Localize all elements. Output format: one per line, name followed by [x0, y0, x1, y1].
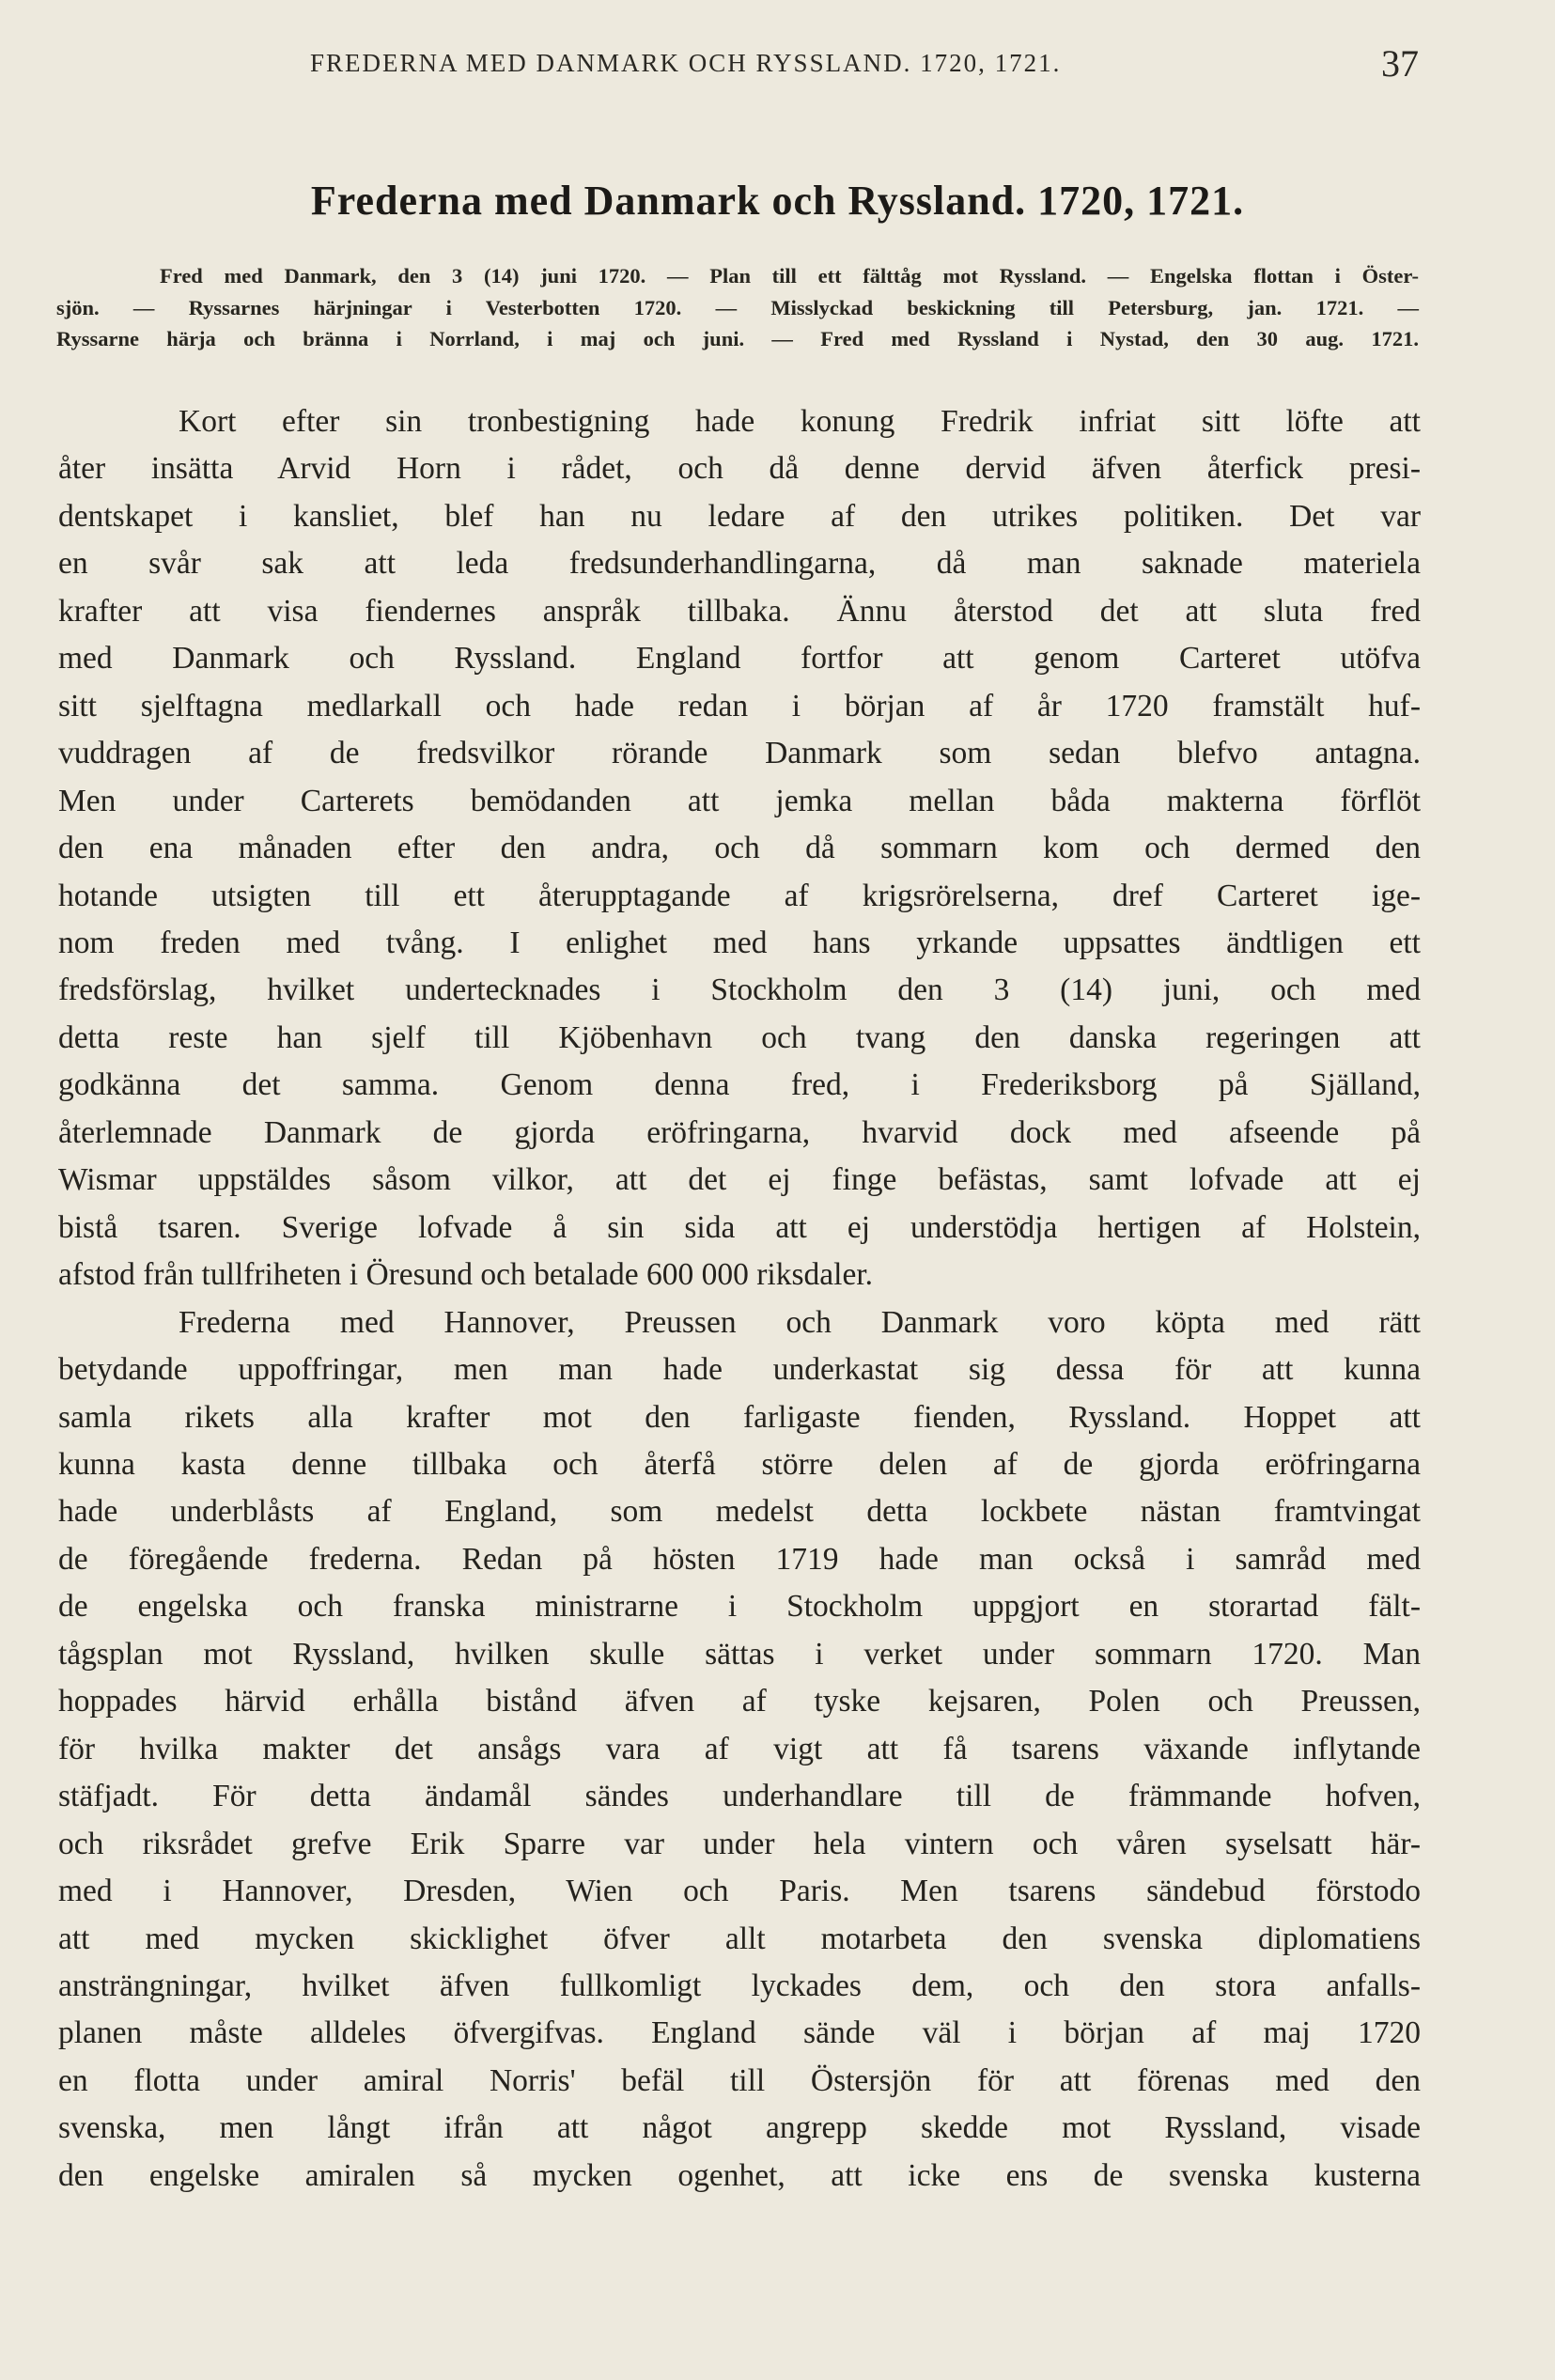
- body-line: planen måste alldeles öfvergifvas. England sände väl i början af maj 1720: [58, 2015, 1421, 2051]
- body-line: den engelske amiralen så mycken ogenhet, att icke ens de svenska kusterna: [58, 2157, 1421, 2193]
- page-number: 37: [1381, 42, 1419, 85]
- body-line: dentskapet i kansliet, blef han nu ledare af den utrikes politiken. Det var: [58, 498, 1421, 534]
- body-line: att med mycken skicklighet öfver allt motarbeta den svenska diplomatiens: [58, 1921, 1421, 1956]
- body-line: stäfjadt. För detta ändamål sändes underhandlare till de främmande hofven,: [58, 1779, 1421, 1814]
- summary-line: Fred med Danmark, den 3 (14) juni 1720. — Plan till ett fälttåg mot Ryssland. — Engelska flottan i Öster-: [160, 264, 1419, 288]
- body-line: kunna kasta denne tillbaka och återfå större delen af de gjorda eröfringarna: [58, 1446, 1421, 1482]
- summary-line: sjön. — Ryssarnes härjningar i Vesterbotten 1720. — Misslyckad beskickning till Petersburg, jan. 1721. —: [56, 295, 1419, 319]
- body-line: detta reste han sjelf till Kjöbenhavn och tvang den danska regeringen att: [58, 1019, 1421, 1055]
- chapter-summary: [56, 260, 1419, 355]
- body-text: [58, 398, 1421, 2200]
- body-line: Men under Carterets bemödanden att jemka mellan båda makterna förflöt: [58, 783, 1421, 818]
- body-line: tågsplan mot Ryssland, hvilken skulle sättas i verket under sommarn 1720. Man: [58, 1636, 1421, 1672]
- body-line: med Danmark och Ryssland. England fortfor att genom Carteret utöfva: [58, 641, 1421, 677]
- body-line: betydande uppoffringar, men man hade underkastat sig dessa för att kunna: [58, 1352, 1421, 1388]
- body-line: svenska, men långt ifrån att något angrepp skedde mot Ryssland, visade: [58, 2110, 1421, 2146]
- body-line: ansträngningar, hvilket äfven fullkomligt lyckades dem, och den stora anfalls-: [58, 1968, 1421, 2003]
- body-line: samla rikets alla krafter mot den farligaste fienden, Ryssland. Hoppet att: [58, 1399, 1421, 1435]
- body-line: de engelska och franska ministrarne i Stockholm uppgjort en storartad fält-: [58, 1589, 1421, 1625]
- body-line: sitt sjelftagna medlarkall och hade redan i början af år 1720 framstält huf-: [58, 688, 1421, 723]
- body-line: Frederna med Hannover, Preussen och Danmark voro köpta med rätt: [179, 1304, 1421, 1340]
- body-line: med i Hannover, Dresden, Wien och Paris. Men tsarens sändebud förstodo: [58, 1874, 1421, 1909]
- body-line: och riksrådet grefve Erik Sparre var under hela vintern och våren syselsatt här-: [58, 1826, 1421, 1861]
- body-line: afstod från tullfriheten i Öresund och betalade 600 000 riksdaler.: [58, 1257, 874, 1293]
- body-line: fredsförslag, hvilket undertecknades i Stockholm den 3 (14) juni, och med: [58, 972, 1421, 1008]
- body-line: nom freden med tvång. I enlighet med hans yrkande uppsattes ändtligen ett: [58, 925, 1421, 960]
- body-line: för hvilka makter det ansågs vara af vigt att få tsarens växande inflytande: [58, 1731, 1421, 1766]
- body-line: hade underblåsts af England, som medelst detta lockbete nästan framtvingat: [58, 1494, 1421, 1530]
- body-line: den ena månaden efter den andra, och då sommarn kom och dermed den: [58, 831, 1421, 866]
- body-line: åter insätta Arvid Horn i rådet, och då denne dervid äfven återfick presi-: [58, 451, 1421, 487]
- body-line: en flotta under amiral Norris' befäl till Östersjön för att förenas med den: [58, 2062, 1421, 2098]
- body-line: krafter att visa fiendernes anspråk tillbaka. Ännu återstod det att sluta fred: [58, 593, 1421, 629]
- running-head: FREDERNA MED DANMARK OCH RYSSLAND. 1720, 1721.: [310, 49, 1062, 77]
- body-line: Kort efter sin tronbestigning hade konung Fredrik infriat sitt löfte att: [179, 404, 1421, 439]
- body-line: de föregående frederna. Redan på hösten 1719 hade man också i samråd med: [58, 1541, 1421, 1577]
- body-line: bistå tsaren. Sverige lofvade å sin sida att ej understödja hertigen af Holstein,: [58, 1209, 1421, 1245]
- body-line: vuddragen af de fredsvilkor rörande Danmark som sedan blefvo antagna.: [58, 736, 1421, 771]
- body-line: godkänna det samma. Genom denna fred, i Frederiksborg på Själland,: [58, 1067, 1421, 1103]
- body-line: en svår sak att leda fredsunderhandlingarna, då man saknade materiela: [58, 546, 1421, 582]
- body-line: återlemnade Danmark de gjorda eröfringarna, hvarvid dock med afseende på: [58, 1114, 1421, 1150]
- summary-line: Ryssarne härja och bränna i Norrland, i maj och juni. — Fred med Ryssland i Nystad, den 30 aug. 1721.: [56, 327, 1419, 350]
- chapter-title: Frederna med Danmark och Ryssland. 1720, 1721.: [310, 178, 1245, 224]
- body-line: hoppades härvid erhålla bistånd äfven af tyske kejsaren, Polen och Preussen,: [58, 1684, 1421, 1719]
- body-line: hotande utsigten till ett återupptagande af krigsrörelserna, dref Carteret ige-: [58, 878, 1421, 913]
- body-line: Wismar uppstäldes såsom vilkor, att det ej finge befästas, samt lofvade att ej: [58, 1162, 1421, 1198]
